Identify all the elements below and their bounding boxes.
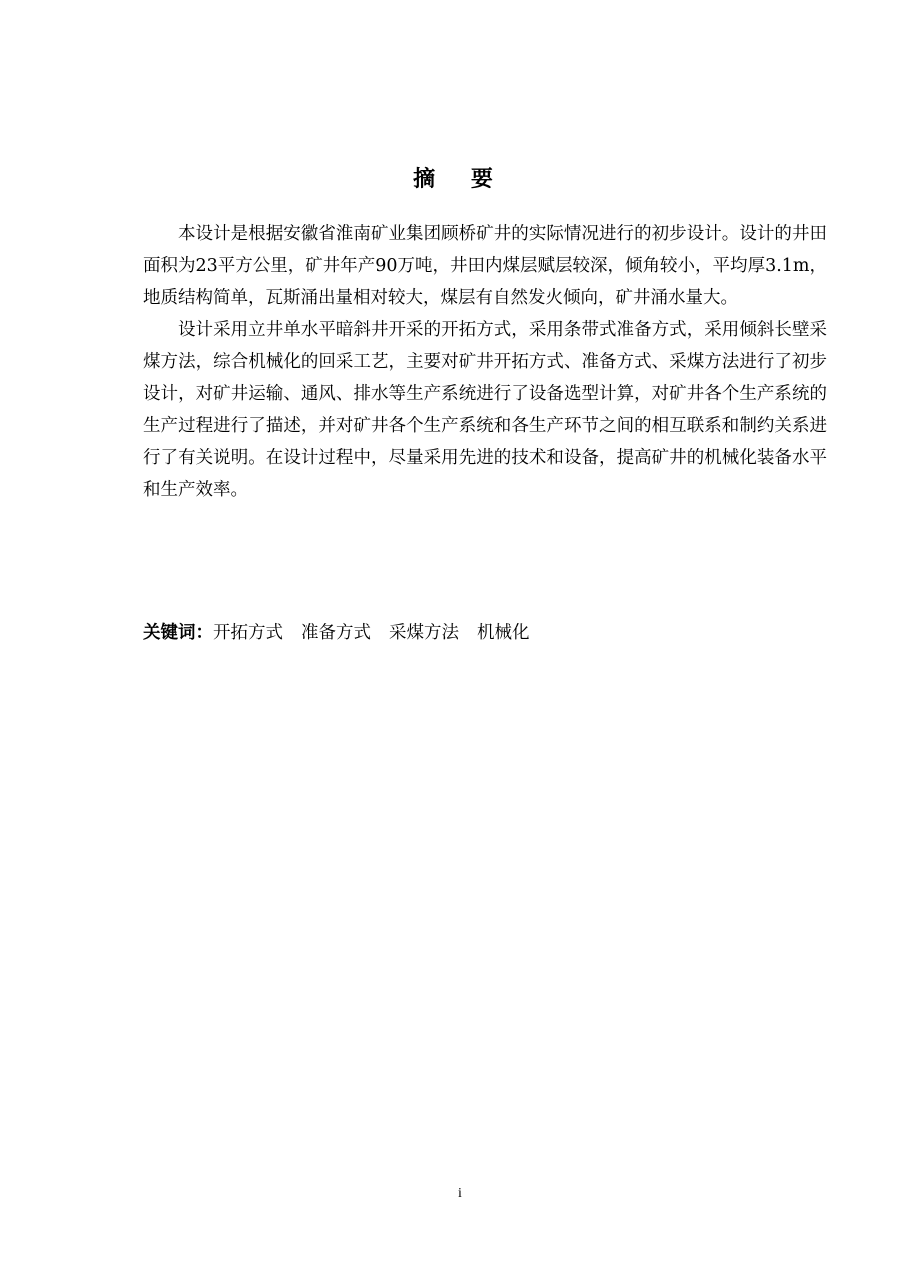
keyword-item: 准备方式 (301, 623, 371, 643)
abstract-body (143, 218, 827, 506)
keyword-item: 开拓方式 (213, 623, 283, 643)
keyword-item: 采煤方法 (389, 623, 459, 643)
keywords-line (143, 617, 827, 649)
abstract-paragraph-2: 设计采用立井单水平暗斜井开采的开拓方式，采用条带式准备方式，采用倾斜长壁采煤方法，综合机械化的回采工艺，主要对矿井开拓方式、准备方式、采煤方法进行了初步设计，对矿井运输、通风、排水等生产系统进行了设备选型计算，对矿井各个生产系统的生产过程进行了描述，并对矿井各个生产系统和各生产环节之间的相互联系和制约关系进行了有关说明。在设计过程中，尽量采用先进的技术和设备，提高矿井的机械化装备水平和生产效率。 (143, 320, 827, 500)
page-number: i (458, 1186, 462, 1201)
keyword-item: 机械化 (477, 623, 530, 643)
keywords-label: 关键词： (143, 623, 213, 643)
abstract-paragraph-1: 本设计是根据安徽省淮南矿业集团顾桥矿井的实际情况进行的初步设计。设计的井田面积为23平方公里，矿井年产90万吨，井田内煤层赋层较深，倾角较小，平均厚3.1m，地质结构简单，瓦斯涌出量相对较大，煤层有自然发火倾向，矿井涌水量大。 (143, 224, 827, 308)
abstract-title: 摘 要 (413, 167, 507, 192)
